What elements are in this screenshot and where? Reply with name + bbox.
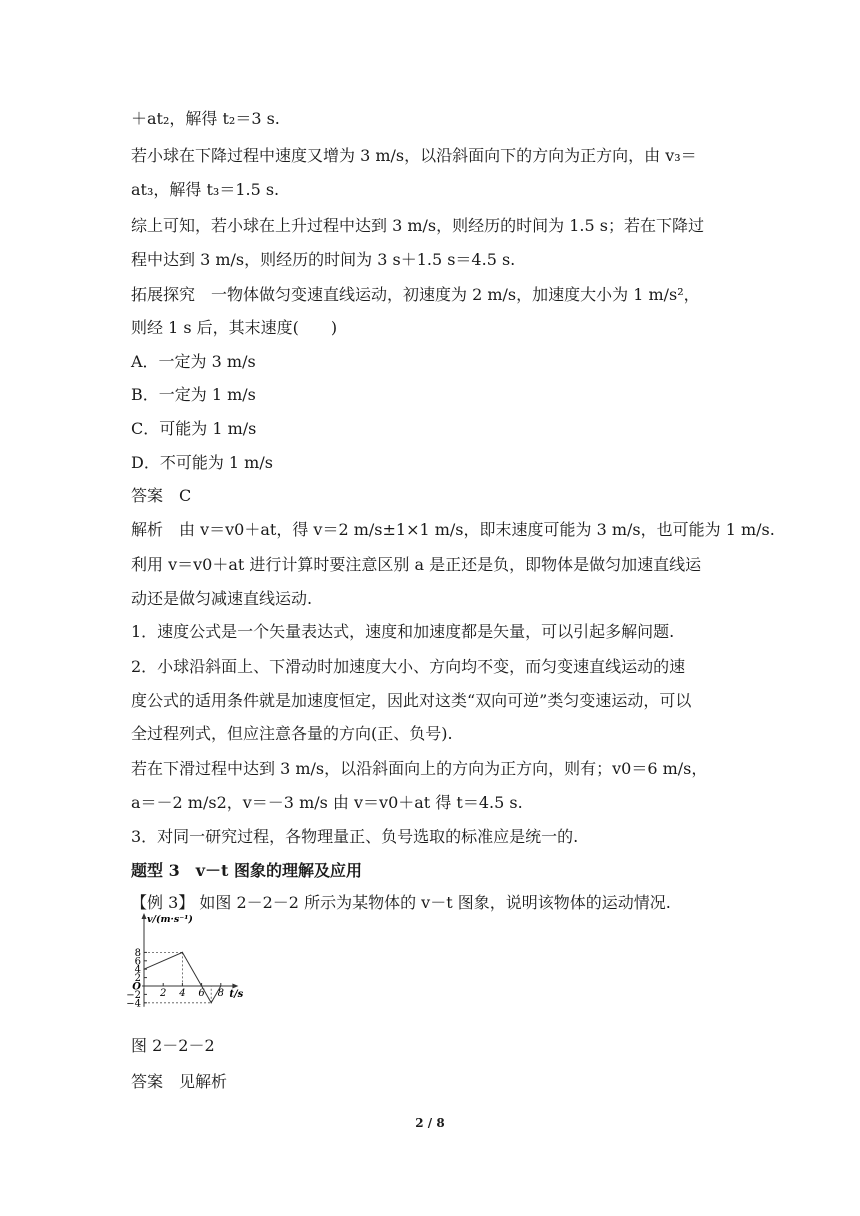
vt-graph: [128, 911, 288, 1029]
x-axis-label: t/s: [229, 989, 244, 1000]
text-line: 动还是做匀减速直线运动.: [131, 589, 313, 608]
text-line: a＝－2 m/s2，v＝－3 m/s 由 v＝v0＋at 得 t＝4.5 s.: [131, 793, 523, 812]
y-axis-label: v/(m·s⁻¹): [147, 914, 193, 925]
text-line: 图 2－2－2: [131, 1036, 215, 1055]
text-line: ＋at₂，解得 t₂＝3 s.: [131, 109, 280, 128]
text-line: at₃，解得 t₃＝1.5 s.: [131, 180, 280, 199]
text-line: 若在下滑过程中达到 3 m/s，以沿斜面向上的方向为正方向，则有；v0＝6 m/s，: [131, 759, 708, 778]
data-point: [220, 985, 221, 986]
text-line: 2．小球沿斜面上、下滑动时加速度大小、方向均不变，而匀变速直线运动的速: [131, 657, 686, 676]
x-tick-label: 2: [160, 988, 167, 999]
y-tick-label: −4: [126, 998, 141, 1010]
text-line: 利用 v＝v0＋at 进行计算时要注意区别 a 是正还是负，即物体是做匀加速直线运: [131, 555, 702, 574]
text-line: 度公式的适用条件就是加速度恒定，因此对这类“双向可逆”类匀变速运动，可以: [131, 691, 692, 710]
text-line: 程中达到 3 m/s，则经历的时间为 3 s＋1.5 s＝4.5 s.: [131, 250, 516, 269]
x-axis-arrow: [232, 984, 238, 989]
text-line: 若小球在下降过程中速度又增为 3 m/s，以沿斜面向下的方向为正方向，由 v₃＝: [131, 146, 697, 165]
text-line: C．可能为 1 m/s: [131, 419, 257, 438]
x-tick-label: 6: [198, 988, 205, 999]
x-tick-label: 4: [179, 988, 186, 999]
text-line: 答案 见解析: [131, 1072, 228, 1091]
y-tick-label: 4: [134, 964, 141, 976]
text-line: 全过程列式，但应注意各量的方向(正、负号).: [131, 724, 453, 743]
page-number: 2 / 8: [415, 1116, 445, 1130]
origin-label: O: [132, 981, 141, 993]
y-tick-label: 2: [134, 973, 141, 985]
y-axis-arrow: [142, 913, 147, 919]
text-line: 答案 C: [131, 486, 192, 505]
data-point: [182, 952, 183, 953]
text-line: 综上可知，若小球在上升过程中达到 3 m/s，则经历的时间为 1.5 s；若在下降过: [131, 216, 704, 235]
text-line: 解析 由 v＝v0＋at，得 v＝2 m/s±1×1 m/s，即末速度可能为 3 m/s，也可能为 1 m/s.: [131, 520, 775, 539]
data-point: [143, 969, 144, 970]
text-line: 1．速度公式是一个矢量表达式，速度和加速度都是矢量，可以引起多解问题.: [131, 622, 675, 641]
text-line: 【例 3】 如图 2－2－2 所示为某物体的 v－t 图象，说明该物体的运动情况.: [131, 893, 671, 912]
y-tick-label: 8: [134, 947, 141, 959]
text-line: A．一定为 3 m/s: [131, 352, 256, 371]
text-line: D．不可能为 1 m/s: [131, 453, 273, 472]
text-line: 则经 1 s 后，其末速度( ): [131, 318, 338, 337]
x-tick-label: 8: [217, 988, 224, 999]
data-point: [201, 985, 202, 986]
text-line: B．一定为 1 m/s: [131, 385, 256, 404]
y-tick-label: −2: [126, 989, 141, 1001]
text-line: 3．对同一研究过程，各物理量正、负号选取的标准应是统一的.: [131, 827, 579, 846]
y-tick-label: 6: [134, 956, 141, 968]
text-line: 拓展探究 一物体做匀变速直线运动，初速度为 2 m/s，加速度大小为 1 m/s²，: [131, 285, 700, 304]
text-line: 题型 3 v－t 图象的理解及应用: [131, 861, 362, 880]
data-point: [211, 1002, 212, 1003]
